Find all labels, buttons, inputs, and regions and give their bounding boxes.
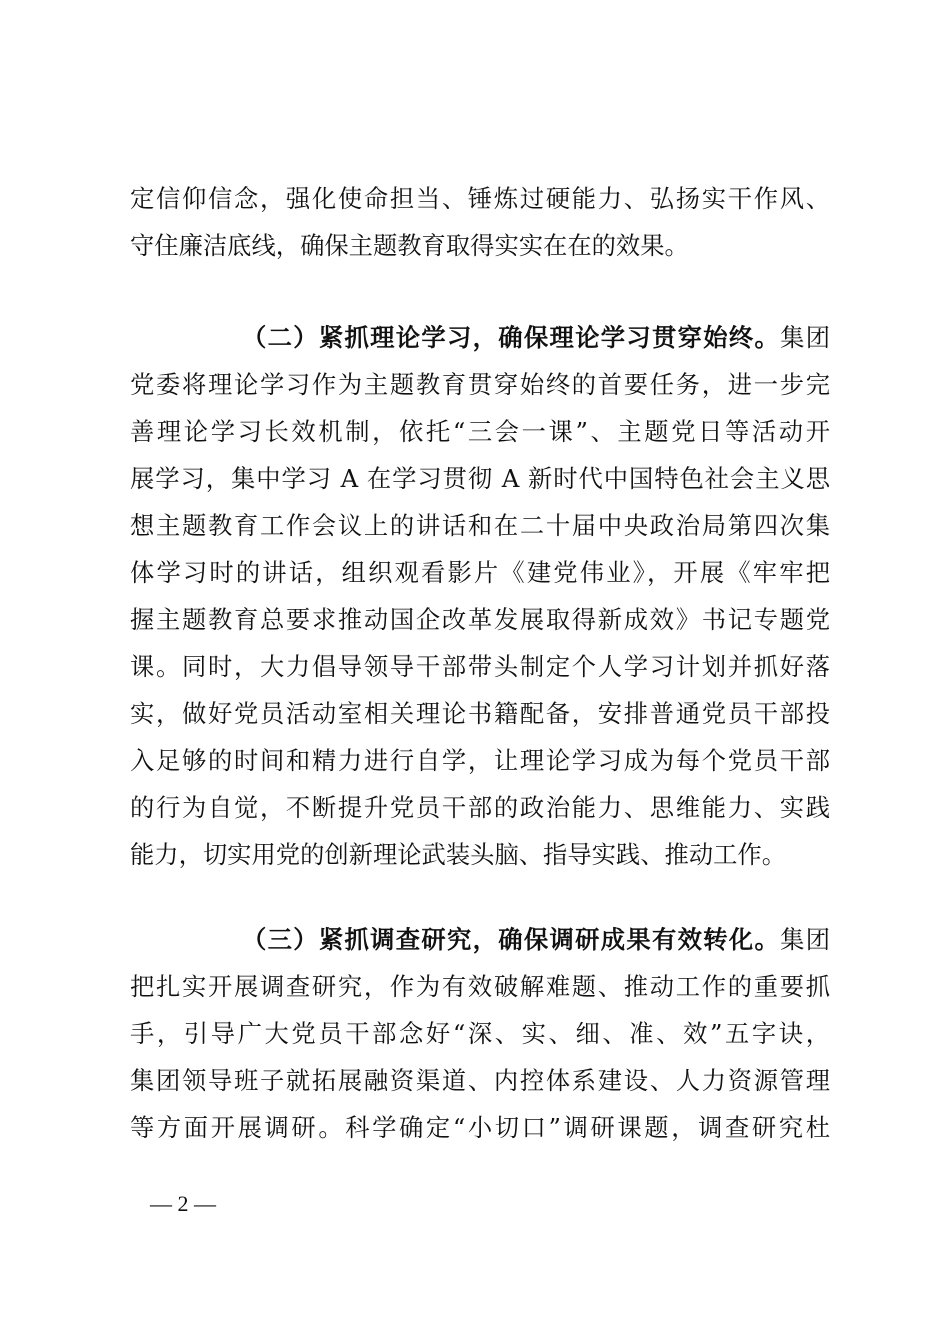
paragraph2-line-9: 实，做好党员活动室相关理论书籍配备，安排普通党员干部投: [130, 699, 830, 728]
paragraph3-first-line: [242, 920, 830, 960]
paragraph2-line-12: 能力，切实用党的创新理论武装头脑、指导实践、推动工作。: [130, 840, 787, 869]
paragraph3-first-line-rest: 集团: [780, 925, 830, 954]
paragraph3-heading: （三）紧抓调查研究，确保调研成果有效转化。: [242, 925, 781, 954]
paragraph2-heading: （二）紧抓理论学习，确保理论学习贯穿始终。: [242, 323, 781, 352]
paragraph2-line-5: 想主题教育工作会议上的讲话和在二十届中央政治局第四次集: [130, 511, 830, 540]
paragraph2-first-line: [242, 318, 830, 358]
paragraph2-line-6: 体学习时的讲话，组织观看影片《建党伟业》，开展《牢牢把: [130, 558, 830, 587]
paragraph2-line-8: 课。同时，大力倡导领导干部带头制定个人学习计划并抓好落: [130, 652, 830, 681]
paragraph2-line-3: 善理论学习长效机制，依托“三会一课”、主题党日等活动开: [130, 417, 830, 446]
paragraph2-first-line-rest: 集团: [780, 323, 830, 352]
paragraph1-line-1: 定信仰信念，强化使命担当、锤炼过硬能力、弘扬实干作风、: [130, 184, 830, 213]
paragraph3-line-2: 把扎实开展调查研究，作为有效破解难题、推动工作的重要抓: [130, 972, 830, 1001]
paragraph3-line-4: 集团领导班子就拓展融资渠道、内控体系建设、人力资源管理: [130, 1066, 830, 1095]
paragraph1-line-2: 守住廉洁底线，确保主题教育取得实实在在的效果。: [130, 231, 689, 260]
paragraph2-line-2: 党委将理论学习作为主题教育贯穿始终的首要任务，进一步完: [130, 370, 830, 399]
paragraph2-line-4: 展学习，集中学习 A 在学习贯彻 A 新时代中国特色社会主义思: [130, 464, 830, 493]
paragraph2-line-10: 入足够的时间和精力进行自学，让理论学习成为每个党员干部: [130, 746, 830, 775]
paragraph3-line-5: 等方面开展调研。科学确定“小切口”调研课题，调查研究杜: [130, 1113, 830, 1142]
paragraph2-line-11: 的行为自觉，不断提升党员干部的政治能力、思维能力、实践: [130, 793, 830, 822]
paragraph3-line-3: 手，引导广大党员干部念好“深、实、细、准、效”五字诀，: [130, 1019, 830, 1048]
paragraph2-line-7: 握主题教育总要求推动国企改革发展取得新成效》书记专题党: [130, 605, 830, 634]
page-number: — 2 —: [150, 1191, 216, 1216]
